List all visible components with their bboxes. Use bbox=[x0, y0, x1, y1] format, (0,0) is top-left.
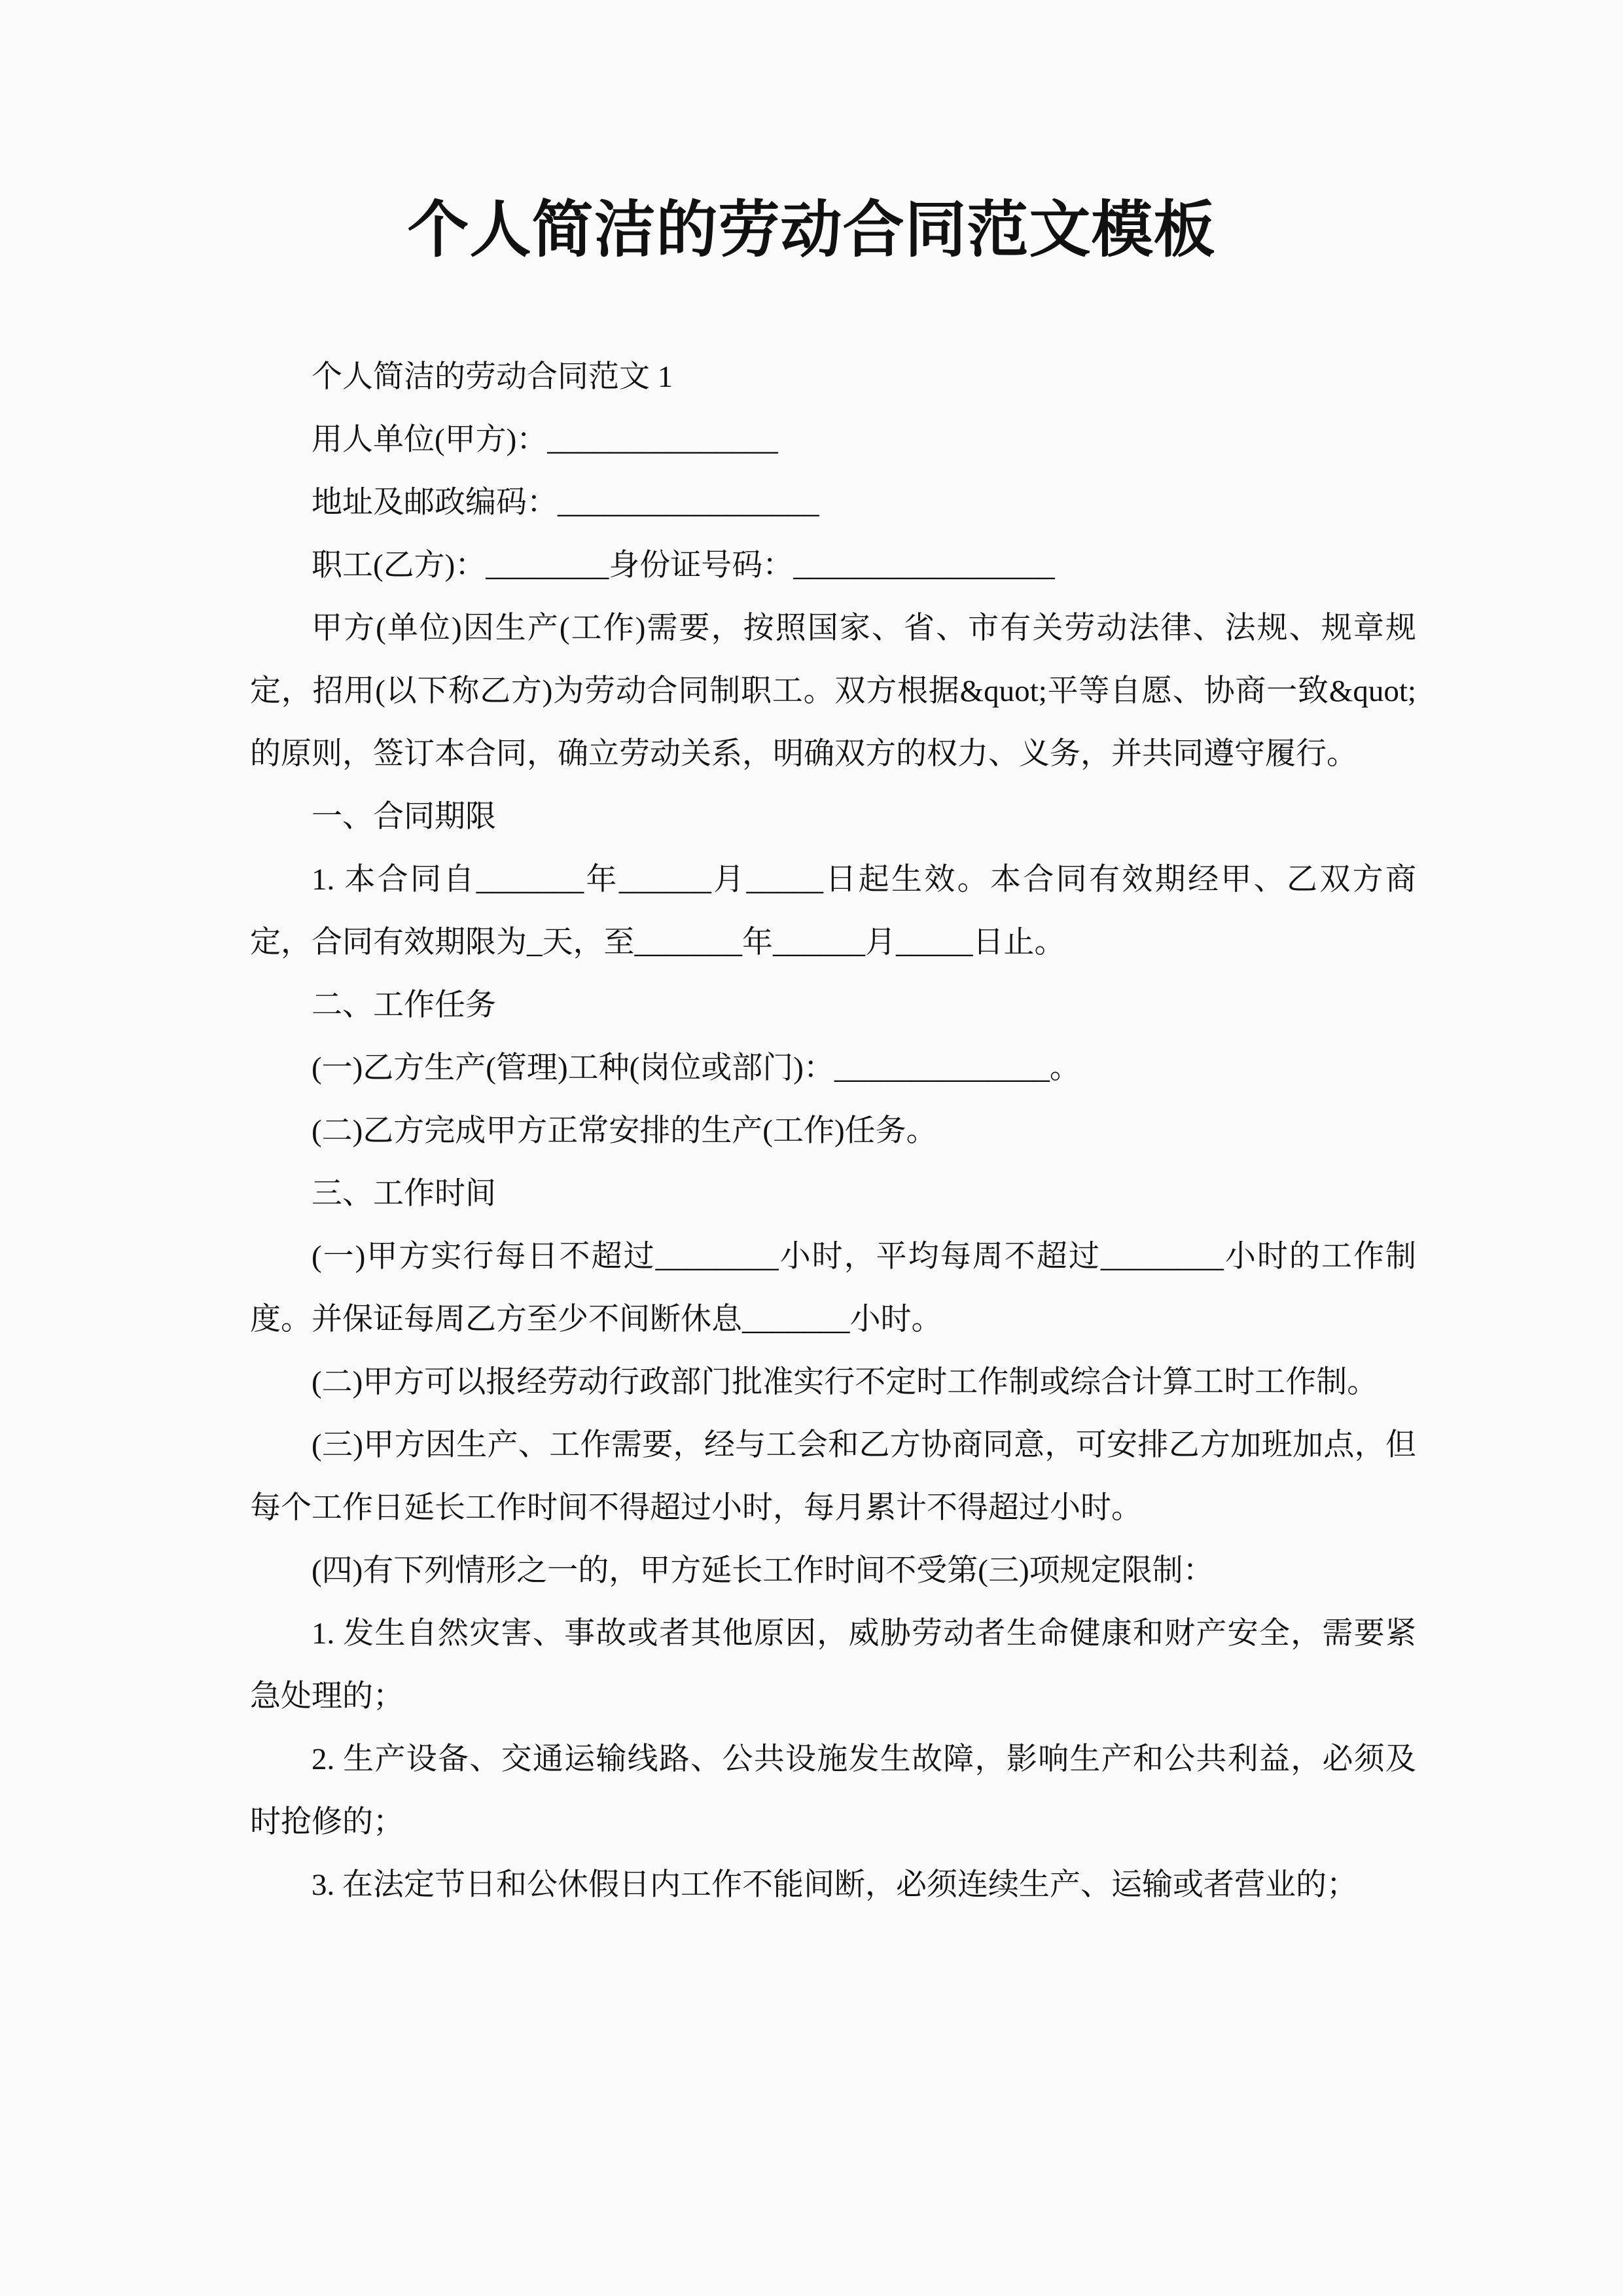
paragraph-section-3-heading: 三、工作时间 bbox=[312, 1177, 496, 1211]
paragraph-overtime: (三)甲方因生产、工作需要，经与工会和乙方协商同意，可安排乙方加班加点，但每个工作日延长工作时间不得超过小时，每月累计不得超过小时。 bbox=[250, 1428, 1416, 1526]
paragraph-flexible-hours: (二)甲方可以报经劳动行政部门批准实行不定时工作制或综合计算工时工作制。 bbox=[312, 1365, 1378, 1400]
paragraph-employer-blank: 用人单位(甲方)：_______________ bbox=[312, 423, 778, 457]
document-body bbox=[250, 346, 1416, 1916]
paragraph-section-1-heading: 一、合同期限 bbox=[312, 800, 496, 834]
paragraph-work-post-blank: (一)乙方生产(管理)工种(岗位或部门)：______________。 bbox=[312, 1051, 1080, 1086]
paragraph-address-blank: 地址及邮政编码：_________________ bbox=[312, 486, 819, 520]
paragraph-work-hours: (一)甲方实行每日不超过________小时，平均每周不超过________小时的工作制度。并保证每周乙方至少不间断休息_______小时。 bbox=[250, 1240, 1416, 1337]
paragraph-employee-id-blank: 职工(乙方)：________身份证号码：_________________ bbox=[312, 548, 1055, 583]
paragraph-overtime-exceptions-heading: (四)有下列情形之一的，甲方延长工作时间不受第(三)项规定限制： bbox=[312, 1554, 1214, 1588]
paragraph-exception-1: 1. 发生自然灾害、事故或者其他原因，威胁劳动者生命健康和财产安全，需要紧急处理的； bbox=[250, 1617, 1416, 1714]
paragraph-exception-3: 3. 在法定节日和公休假日内工作不能间断，必须连续生产、运输或者营业的； bbox=[312, 1868, 1357, 1903]
paragraph-section-2-heading: 二、工作任务 bbox=[312, 988, 496, 1023]
paragraph-contract-term: 1. 本合同自_______年______月_____日起生效。本合同有效期经甲、乙双方商定，合同有效期限为_天，至_______年______月_____日止。 bbox=[250, 863, 1416, 960]
paragraph-doc-subtitle: 个人简洁的劳动合同范文 1 bbox=[312, 360, 673, 395]
document-title: 个人简洁的劳动合同范文模板 bbox=[407, 196, 1216, 264]
paragraph-exception-2: 2. 生产设备、交通运输线路、公共设施发生故障，影响生产和公共利益，必须及时抢修的； bbox=[250, 1742, 1416, 1840]
paragraph-work-task: (二)乙方完成甲方正常安排的生产(工作)任务。 bbox=[312, 1114, 937, 1149]
paragraph-preamble: 甲方(单位)因生产(工作)需要，按照国家、省、市有关劳动法律、法规、规章规定，招用(以下称乙方)为劳动合同制职工。双方根据&quot;平等自愿、协商一致&quot;的原则，签订本合同，确立劳动关系，明确双方的权力、义务，并共同遵守履行。 bbox=[250, 611, 1416, 772]
